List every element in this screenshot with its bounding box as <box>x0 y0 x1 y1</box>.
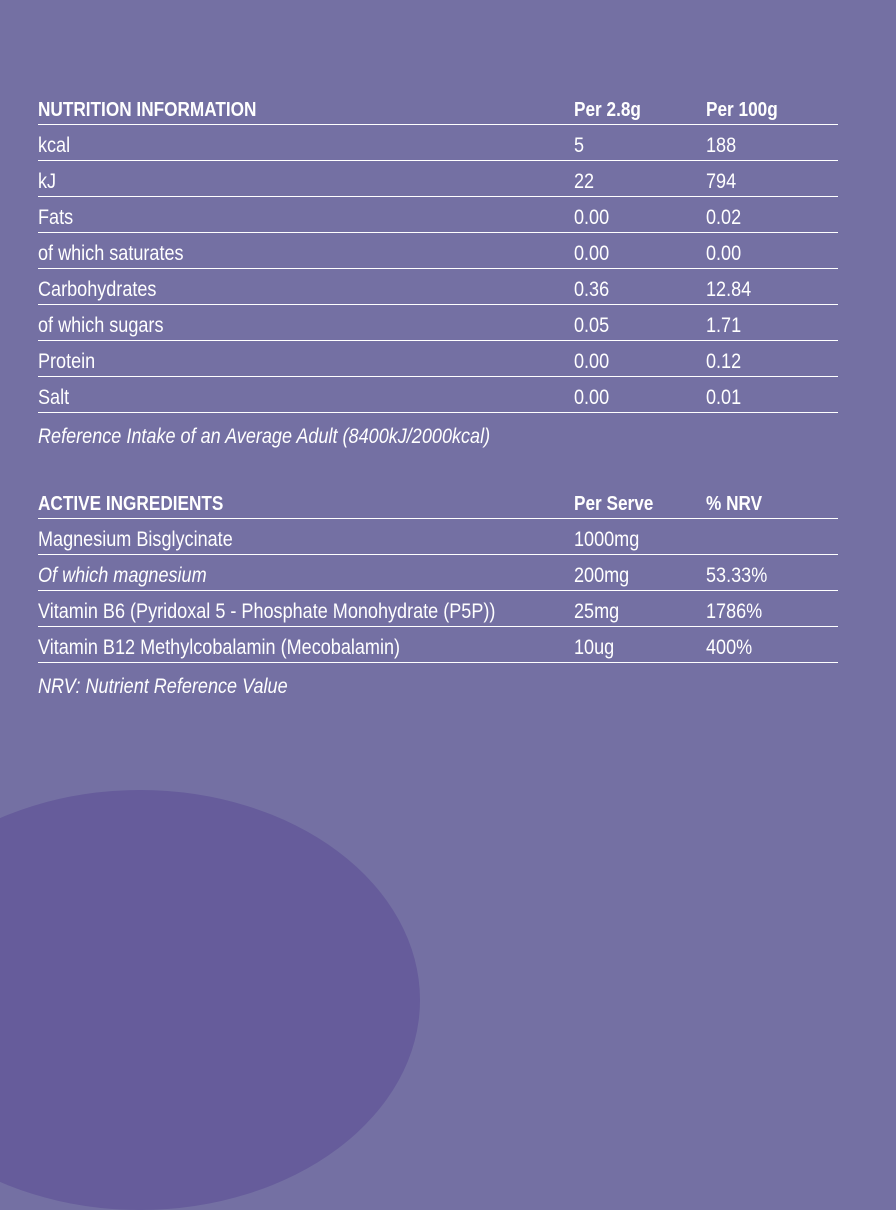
nutrient-name: Fats <box>38 196 574 232</box>
active-header-row <box>38 483 838 519</box>
active-header-per-serve: Per Serve <box>574 483 706 519</box>
ingredient-name: Of which magnesium <box>38 555 574 591</box>
background-blob <box>0 790 420 1210</box>
nrv-value: 400% <box>706 627 838 663</box>
nrv-footnote: NRV: Nutrient Reference Value <box>38 675 288 698</box>
nutrition-table <box>38 88 838 413</box>
table-row <box>38 232 838 268</box>
per-serving-value: 22 <box>574 160 706 196</box>
table-row <box>38 304 838 340</box>
nutrient-name: kcal <box>38 124 574 160</box>
label-panel <box>38 88 838 699</box>
per-serving-value: 0.00 <box>574 340 706 376</box>
per-serve-value: 1000mg <box>574 519 706 555</box>
nutrient-name: Carbohydrates <box>38 268 574 304</box>
nutrition-header-row <box>38 88 838 124</box>
ingredient-name: Magnesium Bisglycinate <box>38 519 574 555</box>
per-serving-value: 0.00 <box>574 196 706 232</box>
nutrient-name: Salt <box>38 376 574 412</box>
nutrient-name: of which sugars <box>38 304 574 340</box>
per-100g-value: 0.12 <box>706 340 838 376</box>
per-100g-value: 0.00 <box>706 232 838 268</box>
ingredient-name: Vitamin B6 (Pyridoxal 5 - Phosphate Monohydrate (P5P)) <box>38 591 574 627</box>
nutrient-name: kJ <box>38 160 574 196</box>
active-ingredients-table <box>38 483 838 664</box>
table-row <box>38 376 838 412</box>
nutrient-name: Protein <box>38 340 574 376</box>
per-100g-value: 12.84 <box>706 268 838 304</box>
per-100g-value: 188 <box>706 124 838 160</box>
per-serve-value: 200mg <box>574 555 706 591</box>
nutrition-footnote: Reference Intake of an Average Adult (8400kJ/2000kcal) <box>38 424 491 448</box>
per-100g-value: 0.01 <box>706 376 838 412</box>
nutrition-header-title: NUTRITION INFORMATION <box>38 88 574 124</box>
per-serve-value: 25mg <box>574 591 706 627</box>
per-serve-value: 10ug <box>574 627 706 663</box>
nrv-value <box>706 519 838 555</box>
per-serving-value: 0.00 <box>574 376 706 412</box>
table-row <box>38 196 838 232</box>
per-serving-value: 0.05 <box>574 304 706 340</box>
per-serving-value: 5 <box>574 124 706 160</box>
table-row <box>38 124 838 160</box>
per-serving-value: 0.00 <box>574 232 706 268</box>
ingredient-name: Vitamin B12 Methylcobalamin (Mecobalamin) <box>38 627 574 663</box>
nrv-value: 1786% <box>706 591 838 627</box>
nutrient-name: of which saturates <box>38 232 574 268</box>
table-row <box>38 268 838 304</box>
active-header-nrv: % NRV <box>706 483 838 519</box>
per-100g-value: 1.71 <box>706 304 838 340</box>
nutrition-header-per-serving: Per 2.8g <box>574 88 706 124</box>
table-row <box>38 519 838 555</box>
nutrition-header-per-100g: Per 100g <box>706 88 838 124</box>
table-row <box>38 591 838 627</box>
active-header-title: ACTIVE INGREDIENTS <box>38 483 574 519</box>
table-row <box>38 627 838 663</box>
table-row <box>38 555 838 591</box>
per-serving-value: 0.36 <box>574 268 706 304</box>
per-100g-value: 0.02 <box>706 196 838 232</box>
table-row <box>38 340 838 376</box>
table-row <box>38 160 838 196</box>
per-100g-value: 794 <box>706 160 838 196</box>
nrv-value: 53.33% <box>706 555 838 591</box>
